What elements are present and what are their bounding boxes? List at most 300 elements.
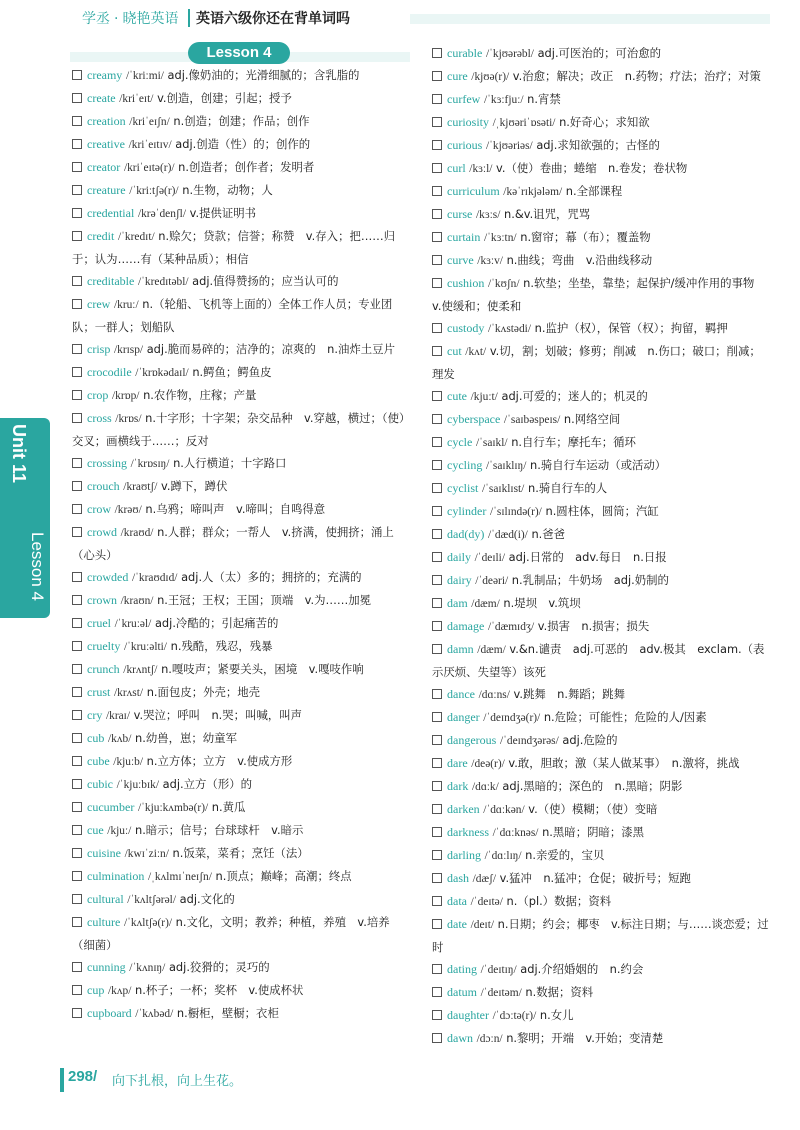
checkbox-icon[interactable] (432, 460, 442, 470)
checkbox-icon[interactable] (432, 232, 442, 242)
checkbox-icon[interactable] (72, 527, 82, 537)
word-entry (72, 156, 410, 179)
checkbox-icon[interactable] (432, 323, 442, 333)
word-entry (72, 1002, 410, 1025)
word-entry (72, 773, 410, 796)
word-entry (432, 523, 770, 546)
definition: n.文化，文明；教养；种植，养殖 v.培养（细菌） (72, 915, 390, 952)
headword: crowd (87, 525, 117, 539)
headword: crocodile (87, 365, 132, 379)
headword: dairy (447, 573, 472, 587)
definition: n.面包皮；外壳；地壳 (146, 685, 261, 699)
word-entry (432, 65, 770, 88)
checkbox-icon[interactable] (432, 278, 442, 288)
definition: v.损害 n.损害；损失 (537, 619, 650, 633)
phonetic: /deɪt/ (470, 919, 495, 931)
definition: n.窗帘；幕（布）；覆盖物 (520, 230, 651, 244)
right-column (432, 42, 770, 1050)
word-entry (72, 956, 410, 979)
checkbox-icon[interactable] (72, 413, 82, 423)
checkbox-icon[interactable] (72, 733, 82, 743)
word-entry (72, 407, 410, 452)
word-entry (72, 179, 410, 202)
phonetic: /ˌkʌlmɪˈneɪʃn/ (147, 871, 212, 883)
phonetic: /kriˈeɪt/ (119, 93, 154, 105)
definition: n.堤坝 v.筑坝 (503, 596, 581, 610)
definition: adj.可爱的；迷人的；机灵的 (501, 389, 648, 403)
checkbox-icon[interactable] (432, 529, 442, 539)
phonetic: /kriˈeɪtɪv/ (128, 139, 172, 151)
headword: crunch (87, 662, 120, 676)
phonetic: /ˈkʌstədi/ (487, 323, 531, 335)
checkbox-icon[interactable] (72, 756, 82, 766)
checkbox-icon[interactable] (72, 208, 82, 218)
definition: v.治愈；解决；改正 n.药物；疗法；治疗；对策 (512, 69, 761, 83)
phonetic: /krəˈdenʃl/ (137, 208, 187, 220)
phonetic: /ˈdeɪtɪŋ/ (480, 964, 517, 976)
checkbox-icon[interactable] (72, 595, 82, 605)
checkbox-icon[interactable] (432, 644, 442, 654)
checkbox-icon[interactable] (72, 871, 82, 881)
word-entry (432, 821, 770, 844)
definition: adj.黑暗的；深色的 n.黑暗；阴影 (502, 779, 683, 793)
checkbox-icon[interactable] (432, 209, 442, 219)
word-entry (72, 842, 410, 865)
phonetic: /ˈkruːəl/ (114, 618, 152, 630)
definition: v.蹲下，蹲伏 (161, 479, 228, 493)
phonetic: /kɜːv/ (477, 255, 503, 267)
checkbox-icon[interactable] (72, 1008, 82, 1018)
headword: crossing (87, 456, 127, 470)
checkbox-icon[interactable] (432, 964, 442, 974)
word-entry (72, 704, 410, 727)
phonetic: /ˈkriːtʃə(r)/ (129, 185, 179, 197)
word-entry (72, 681, 410, 704)
checkbox-icon[interactable] (432, 391, 442, 401)
word-entry (72, 911, 410, 956)
definition: n.人行横道；十字路口 (173, 456, 287, 470)
checkbox-icon[interactable] (72, 894, 82, 904)
checkbox-icon[interactable] (432, 621, 442, 631)
definition: adj.人（太）多的；拥挤的；充满的 (181, 570, 362, 584)
word-entry (72, 475, 410, 498)
checkbox-icon[interactable] (72, 185, 82, 195)
word-entry (72, 865, 410, 888)
phonetic: /ˈkjuːbɪk/ (116, 779, 160, 791)
headword: curiosity (447, 115, 489, 129)
definition: n.创造者；创作者；发明者 (178, 160, 315, 174)
checkbox-icon[interactable] (432, 163, 442, 173)
checkbox-icon[interactable] (432, 186, 442, 196)
headword: cue (87, 823, 104, 837)
word-entry (432, 569, 770, 592)
word-entry (432, 180, 770, 203)
checkbox-icon[interactable] (432, 437, 442, 447)
definition: n.生物，动物；人 (182, 183, 273, 197)
headword: data (447, 894, 467, 908)
phonetic: /kjʊə(r)/ (471, 71, 510, 83)
definition: n.软垫；坐垫，靠垫；起保护/缓冲作用的事物 v.使缓和；使柔和 (432, 276, 766, 313)
headword: cupboard (87, 1006, 132, 1020)
phonetic: /kʌp/ (107, 985, 132, 997)
word-entry (72, 202, 410, 225)
checkbox-icon[interactable] (72, 848, 82, 858)
phonetic: /ˈsaɪklɪst/ (481, 483, 525, 495)
definition: adj.脆而易碎的；洁净的；凉爽的 n.油炸土豆片 (146, 342, 395, 356)
word-entry (432, 958, 770, 981)
phonetic: /ˈkʌltʃə(r)/ (123, 917, 173, 929)
checkbox-icon[interactable] (432, 1010, 442, 1020)
definition: adj.求知欲强的；古怪的 (536, 138, 660, 152)
headword: date (447, 917, 467, 931)
headword: creditable (87, 274, 135, 288)
checkbox-icon[interactable] (432, 781, 442, 791)
headword: creative (87, 137, 125, 151)
word-entry (432, 226, 770, 249)
headword: culmination (87, 869, 145, 883)
headword: cure (447, 69, 468, 83)
side-lesson: Lesson 4 (28, 532, 47, 601)
checkbox-icon[interactable] (72, 344, 82, 354)
word-entry (72, 87, 410, 110)
word-entry (72, 589, 410, 612)
checkbox-icon[interactable] (432, 712, 442, 722)
checkbox-icon[interactable] (72, 276, 82, 286)
checkbox-icon[interactable] (432, 987, 442, 997)
definition: n.暗示；信号；台球球杆 v.暗示 (134, 823, 304, 837)
checkbox-icon[interactable] (432, 140, 442, 150)
checkbox-icon[interactable] (432, 552, 442, 562)
checkbox-icon[interactable] (72, 802, 82, 812)
definition: n.嘎吱声；紧要关头，困境 v.嘎吱作响 (161, 662, 364, 676)
word-entry (432, 546, 770, 569)
headword: curfew (447, 92, 481, 106)
definition: n.亲爱的，宝贝 (525, 848, 605, 862)
phonetic: /ˈdeɪtəm/ (480, 987, 522, 999)
definition: n.黎明；开端 v.开始；变清楚 (506, 1031, 664, 1045)
lesson-label: Lesson 4 (188, 42, 290, 64)
phonetic: /ˌkjʊəriˈɒsəti/ (492, 117, 556, 129)
word-entry (432, 913, 770, 958)
phonetic: /ˈdeəri/ (475, 575, 509, 587)
phonetic: /ˈdeɪndʒə(r)/ (483, 712, 541, 724)
checkbox-icon[interactable] (432, 689, 442, 699)
phonetic: /ˈdɑːlɪŋ/ (484, 850, 522, 862)
definition: adj.可医治的；可治愈的 (537, 46, 662, 60)
checkbox-icon[interactable] (432, 94, 442, 104)
word-entry (432, 454, 770, 477)
phonetic: /kraʊn/ (120, 595, 154, 607)
checkbox-icon[interactable] (432, 598, 442, 608)
headword: cut (447, 344, 462, 358)
headword: cushion (447, 276, 485, 290)
headword: dating (447, 962, 477, 976)
headword: dark (447, 779, 469, 793)
word-entry (72, 796, 410, 819)
headword: curtain (447, 230, 481, 244)
definition: n.女儿 (539, 1008, 574, 1022)
word-entry (432, 88, 770, 111)
phonetic: /kəˈrɪkjələm/ (503, 186, 563, 198)
headword: culture (87, 915, 121, 929)
checkbox-icon[interactable] (432, 804, 442, 814)
word-entry (432, 272, 770, 317)
word-entry (432, 385, 770, 408)
definition: n.黄瓜 (211, 800, 246, 814)
word-entry (432, 844, 770, 867)
word-entry (432, 42, 770, 65)
phonetic: /krɒs/ (115, 413, 142, 425)
definition: adj.冷酷的；引起痛苦的 (154, 616, 279, 630)
phonetic: /ˈkɜːfjuː/ (483, 94, 524, 106)
checkbox-icon[interactable] (72, 962, 82, 972)
phonetic: /dæʃ/ (472, 873, 497, 885)
word-entry (432, 317, 770, 340)
definition: n.十字形；十字架；杂交品种 v.穿越，横过；（使）交叉；画横线于……；反对 (72, 411, 405, 448)
headword: creator (87, 160, 121, 174)
checkbox-icon[interactable] (72, 70, 82, 80)
definition: n.骑自行车的人 (527, 481, 608, 495)
word-entry (72, 64, 410, 87)
definition: n.自行车；摩托车；循环 (511, 435, 636, 449)
phonetic: /ˈsɪlɪndə(r)/ (489, 506, 542, 518)
phonetic: /dæm/ (471, 598, 500, 610)
phonetic: /dæm/ (477, 644, 506, 656)
checkbox-icon[interactable] (72, 367, 82, 377)
definition: n.骑自行车运动（或活动） (530, 458, 667, 472)
headword: create (87, 91, 116, 105)
word-entry (72, 521, 410, 566)
checkbox-icon[interactable] (72, 664, 82, 674)
headword: darken (447, 802, 480, 816)
header-stripe (410, 14, 770, 24)
headword: cubic (87, 777, 113, 791)
word-entry (432, 683, 770, 706)
definition: n.日期；约会；椰枣 v.标注日期；与……谈恋爱；过时 (432, 917, 769, 954)
definition: n.数据；资料 (525, 985, 594, 999)
checkbox-icon[interactable] (432, 827, 442, 837)
checkbox-icon[interactable] (72, 917, 82, 927)
headword: daughter (447, 1008, 489, 1022)
checkbox-icon[interactable] (72, 504, 82, 514)
word-entry (72, 888, 410, 911)
headword: cry (87, 708, 103, 722)
phonetic: /kruː/ (113, 299, 139, 311)
checkbox-icon[interactable] (432, 896, 442, 906)
phonetic: /ˈdɑːkən/ (483, 804, 525, 816)
word-entry (72, 384, 410, 407)
checkbox-icon[interactable] (72, 458, 82, 468)
phonetic: /ˈkɜːtn/ (483, 232, 517, 244)
word-entry (72, 498, 410, 521)
word-entry (432, 157, 770, 180)
checkbox-icon[interactable] (72, 572, 82, 582)
headword: curable (447, 46, 483, 60)
word-entry (432, 775, 770, 798)
headword: curse (447, 207, 473, 221)
headword: crow (87, 502, 111, 516)
phonetic: /ˈkriːmi/ (125, 70, 164, 82)
definition: n.监护（权），保管（权）；拘留，羁押 (534, 321, 728, 335)
definition: adj.立方（形）的 (162, 777, 252, 791)
checkbox-icon[interactable] (72, 390, 82, 400)
checkbox-icon[interactable] (432, 735, 442, 745)
phonetic: /kwɪˈziːn/ (124, 848, 169, 860)
phonetic: /ˈdeɪtə/ (470, 896, 503, 908)
word-entry (72, 293, 410, 338)
phonetic: /kʌt/ (465, 346, 487, 358)
phonetic: /krɒp/ (111, 390, 140, 402)
checkbox-icon[interactable] (432, 758, 442, 768)
word-entry (432, 729, 770, 752)
definition: v.切，割；划破；修剪；削减 n.伤口；破口；削减；理发 (432, 344, 761, 381)
checkbox-icon[interactable] (432, 414, 442, 424)
footer-motto: 向下扎根，向上生花。 (112, 1074, 243, 1089)
checkbox-icon[interactable] (72, 985, 82, 995)
headword: dangerous (447, 733, 497, 747)
word-entry (432, 638, 770, 683)
word-entry (432, 340, 770, 385)
word-entry (72, 979, 410, 1002)
headword: cyberspace (447, 412, 501, 426)
word-entry (432, 981, 770, 1004)
phonetic: /kjuːb/ (113, 756, 144, 768)
phonetic: /ˈkʌbəd/ (135, 1008, 174, 1020)
headword: cucumber (87, 800, 135, 814)
word-entry (432, 1004, 770, 1027)
phonetic: /dɑːns/ (478, 689, 510, 701)
phonetic: /ˈsaɪbəspeɪs/ (503, 414, 561, 426)
headword: cyclist (447, 481, 479, 495)
word-entry (432, 134, 770, 157)
headword: crew (87, 297, 111, 311)
definition: n.全部课程 (565, 184, 623, 198)
word-entry (72, 270, 410, 293)
left-column (72, 64, 410, 1025)
definition: n.顶点；巅峰；高潮；终点 (215, 869, 352, 883)
title-divider (188, 9, 190, 27)
checkbox-icon[interactable] (72, 710, 82, 720)
headword: cube (87, 754, 110, 768)
checkbox-icon[interactable] (72, 299, 82, 309)
headword: daily (447, 550, 471, 564)
word-entry (72, 566, 410, 589)
headword: curl (447, 161, 466, 175)
headword: datum (447, 985, 477, 999)
definition: n.曲线；弯曲 v.沿曲线移动 (506, 253, 653, 267)
phonetic: /kʌb/ (107, 733, 132, 745)
definition: n.（轮船、飞机等上面的）全体工作人员；专业团队；一群人；划船队 (72, 297, 393, 334)
checkbox-icon[interactable] (72, 116, 82, 126)
checkbox-icon[interactable] (432, 346, 442, 356)
word-entry (72, 452, 410, 475)
word-entry (432, 890, 770, 913)
word-entry (432, 867, 770, 890)
word-entry (72, 338, 410, 361)
checkbox-icon[interactable] (432, 483, 442, 493)
phonetic: /dɔːn/ (476, 1033, 503, 1045)
phonetic: /ˈkredɪt/ (117, 231, 155, 243)
checkbox-icon[interactable] (432, 850, 442, 860)
definition: n.农作物，庄稼；产量 (143, 388, 257, 402)
headword: crouch (87, 479, 120, 493)
phonetic: /ˈkrɒsɪŋ/ (130, 458, 170, 470)
definition: v.（使）卷曲；蜷缩 n.卷发；卷状物 (496, 161, 688, 175)
phonetic: /kraʊd/ (120, 527, 154, 539)
checkbox-icon[interactable] (432, 117, 442, 127)
word-entry (432, 477, 770, 500)
phonetic: /kriˈeɪtə(r)/ (123, 162, 175, 174)
definition: v.哭泣；呼叫 n.哭；叫喊，叫声 (133, 708, 303, 722)
checkbox-icon[interactable] (72, 93, 82, 103)
phonetic: /krəʊ/ (114, 504, 142, 516)
word-entry (72, 819, 410, 842)
phonetic: /ˈdæmɪdʒ/ (487, 621, 535, 633)
headword: cup (87, 983, 105, 997)
headword: cycle (447, 435, 473, 449)
phonetic: /ˈkredɪtəbl/ (137, 276, 189, 288)
checkbox-icon[interactable] (432, 255, 442, 265)
word-entry (432, 1027, 770, 1050)
definition: n.王冠；王权；王国；顶端 v.为……加冕 (157, 593, 372, 607)
definition: n.人群；群众；一帮人 v.挤满，使拥挤；涌上（心头） (72, 525, 394, 562)
phonetic: /ˈkraʊdɪd/ (131, 572, 178, 584)
definition: n.爸爸 (531, 527, 566, 541)
checkbox-icon[interactable] (432, 873, 442, 883)
checkbox-icon[interactable] (72, 825, 82, 835)
definition: n.宵禁 (527, 92, 561, 106)
headword: crop (87, 388, 109, 402)
checkbox-icon[interactable] (72, 481, 82, 491)
page-bar (60, 1068, 64, 1092)
phonetic: /ˈsaɪklɪŋ/ (485, 460, 527, 472)
definition: n.幼兽，崽；幼童军 (135, 731, 237, 745)
checkbox-icon[interactable] (432, 919, 442, 929)
checkbox-icon[interactable] (432, 1033, 442, 1043)
definition: n.橱柜，壁橱；衣柜 (176, 1006, 279, 1020)
headword: creamy (87, 68, 123, 82)
checkbox-icon[interactable] (72, 641, 82, 651)
page-number: 298/ (68, 1068, 98, 1085)
checkbox-icon[interactable] (72, 779, 82, 789)
checkbox-icon[interactable] (432, 48, 442, 58)
definition: adj.介绍婚姻的 n.约会 (520, 962, 644, 976)
checkbox-icon[interactable] (72, 687, 82, 697)
definition: n.立方体；立方 v.使成方形 (146, 754, 293, 768)
side-unit: Unit 11 (9, 424, 29, 484)
word-entry (432, 203, 770, 226)
word-entry (432, 798, 770, 821)
phonetic: /ˈdɔːtə(r)/ (492, 1010, 537, 1022)
checkbox-icon[interactable] (432, 71, 442, 81)
checkbox-icon[interactable] (72, 139, 82, 149)
word-entry (432, 752, 770, 775)
checkbox-icon[interactable] (72, 618, 82, 628)
headword: dam (447, 596, 468, 610)
phonetic: /kraʊtʃ/ (123, 481, 158, 493)
checkbox-icon[interactable] (72, 162, 82, 172)
checkbox-icon[interactable] (432, 575, 442, 585)
checkbox-icon[interactable] (432, 506, 442, 516)
headword: cub (87, 731, 105, 745)
phonetic: /kjuːt/ (470, 391, 498, 403)
definition: n.网络空间 (563, 412, 621, 426)
headword: curve (447, 253, 474, 267)
phonetic: /ˈkjʊəriəs/ (485, 140, 533, 152)
headword: dad(dy) (447, 527, 485, 541)
checkbox-icon[interactable] (72, 231, 82, 241)
definition: n.黑暗；阴暗；漆黑 (542, 825, 645, 839)
